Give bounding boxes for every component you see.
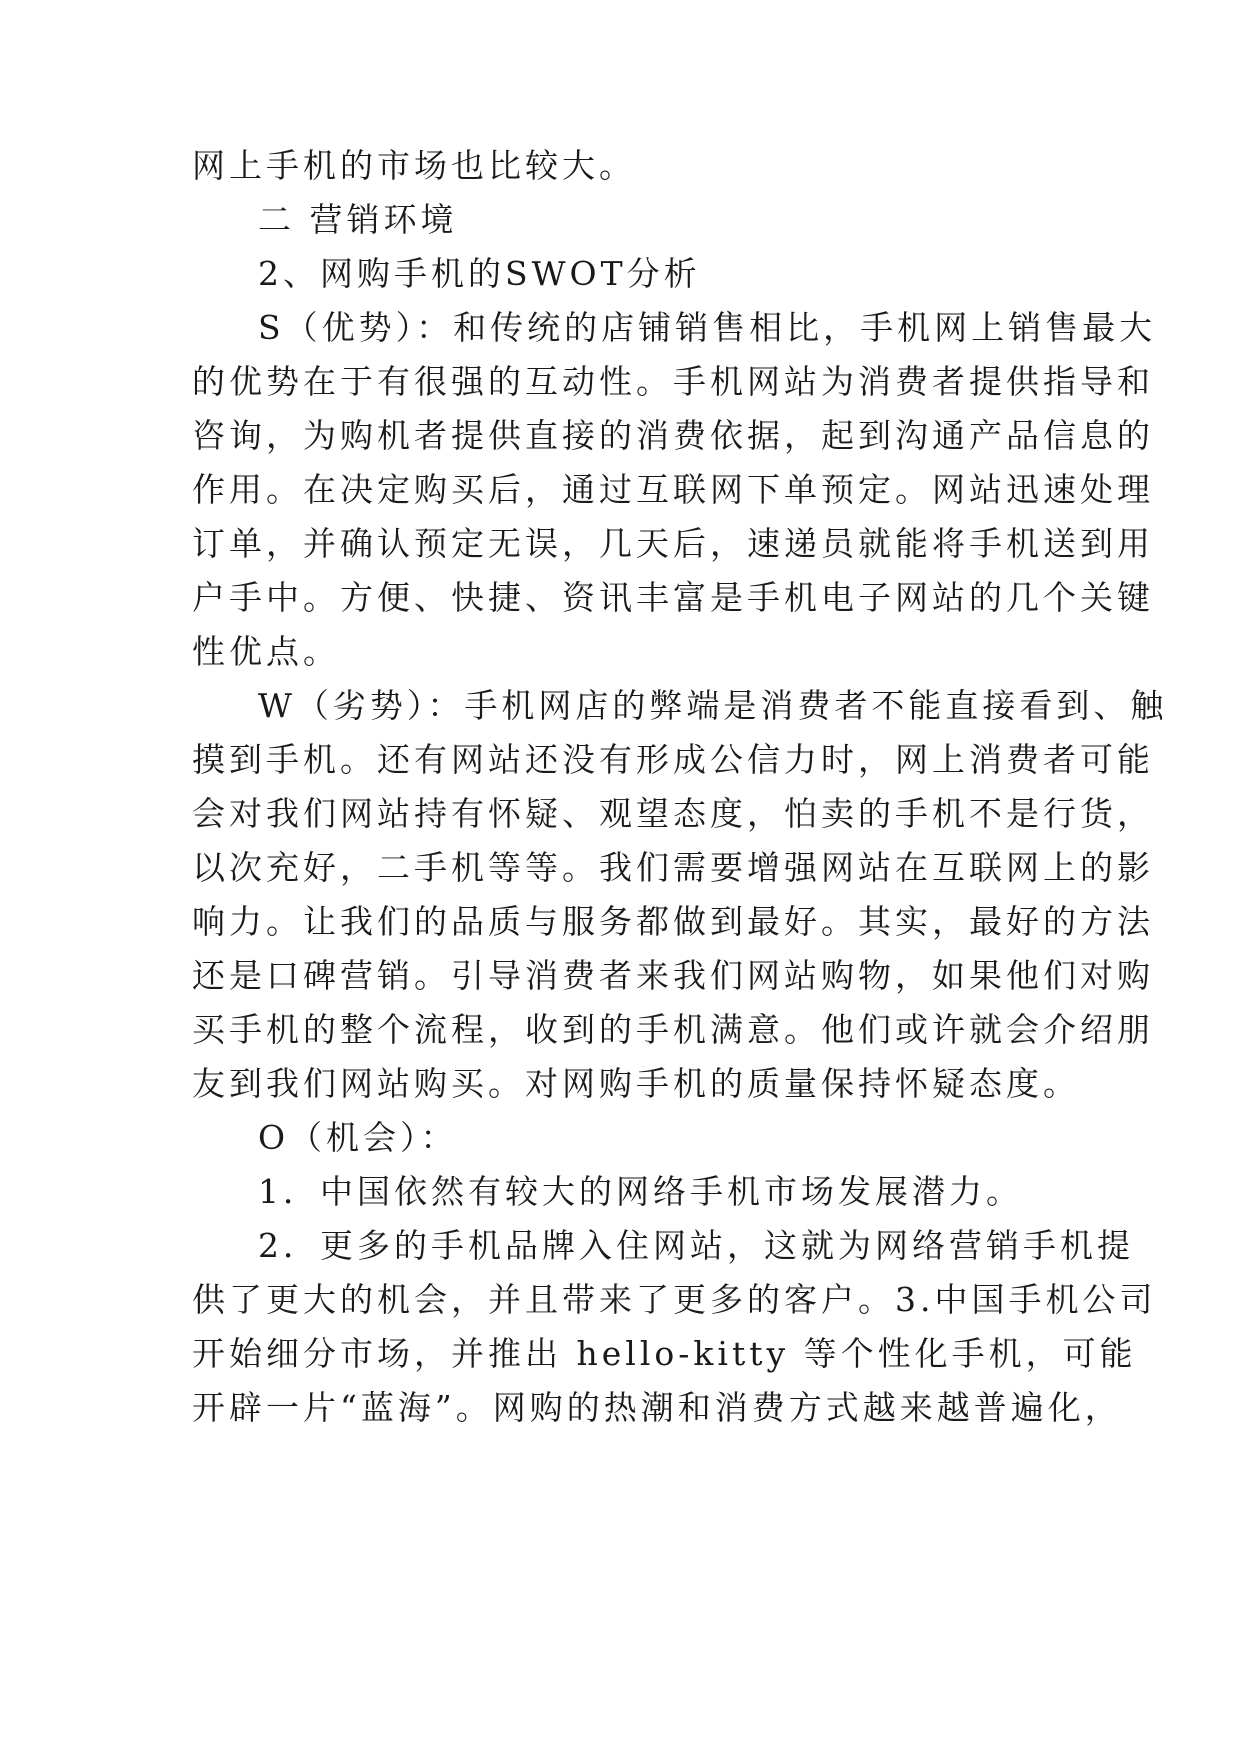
paragraph-line: O（机会）： (258, 1118, 458, 1157)
list-item: 2．更多的手机品牌入住网站，这就为网络营销手机提 (258, 1226, 1134, 1265)
paragraph-line: 开辟一片“蓝海”。网购的热潮和消费方式越来越普遍化， (192, 1388, 1122, 1427)
paragraph-line: 买手机的整个流程，收到的手机满意。他们或许就会介绍朋 (192, 1010, 1154, 1049)
paragraph-line: 开始细分市场，并推出 hello-kitty 等个性化手机，可能 (192, 1334, 1137, 1373)
subsection-heading: 2、网购手机的SWOT分析 (258, 254, 701, 293)
paragraph-line: S（优势）：和传统的店铺销售相比，手机网上销售最大 (258, 308, 1157, 347)
paragraph-line: 响力。让我们的品质与服务都做到最好。其实，最好的方法 (192, 902, 1154, 941)
paragraph-line: 摸到手机。还有网站还没有形成公信力时，网上消费者可能 (192, 740, 1154, 779)
paragraph-line: 会对我们网站持有怀疑、观望态度，怕卖的手机不是行货， (192, 794, 1154, 833)
paragraph-line: 还是口碑营销。引导消费者来我们网站购物，如果他们对购 (192, 956, 1154, 995)
paragraph-line: 性优点。 (192, 632, 340, 671)
paragraph-line: 户手中。方便、快捷、资讯丰富是手机电子网站的几个关键 (192, 578, 1154, 617)
paragraph-line: 订单，并确认预定无误，几天后，速递员就能将手机送到用 (192, 524, 1154, 563)
paragraph-line: 咨询，为购机者提供直接的消费依据，起到沟通产品信息的 (192, 416, 1154, 455)
paragraph-line: 友到我们网站购买。对网购手机的质量保持怀疑态度。 (192, 1064, 1080, 1103)
paragraph-line: W（劣势）：手机网店的弊端是消费者不能直接看到、触 (258, 686, 1168, 725)
paragraph-line: 作用。在决定购买后，通过互联网下单预定。网站迅速处理 (192, 470, 1154, 509)
paragraph-line: 以次充好，二手机等等。我们需要增强网站在互联网上的影 (192, 848, 1154, 887)
paragraph-line: 供了更大的机会，并且带来了更多的客户。3.中国手机公司 (192, 1280, 1157, 1319)
paragraph-line: 的优势在于有很强的互动性。手机网站为消费者提供指导和 (192, 362, 1154, 401)
list-item: 1．中国依然有较大的网络手机市场发展潜力。 (258, 1172, 1023, 1211)
paragraph-line: 网上手机的市场也比较大。 (192, 146, 636, 185)
section-heading: 二 营销环境 (258, 200, 458, 239)
